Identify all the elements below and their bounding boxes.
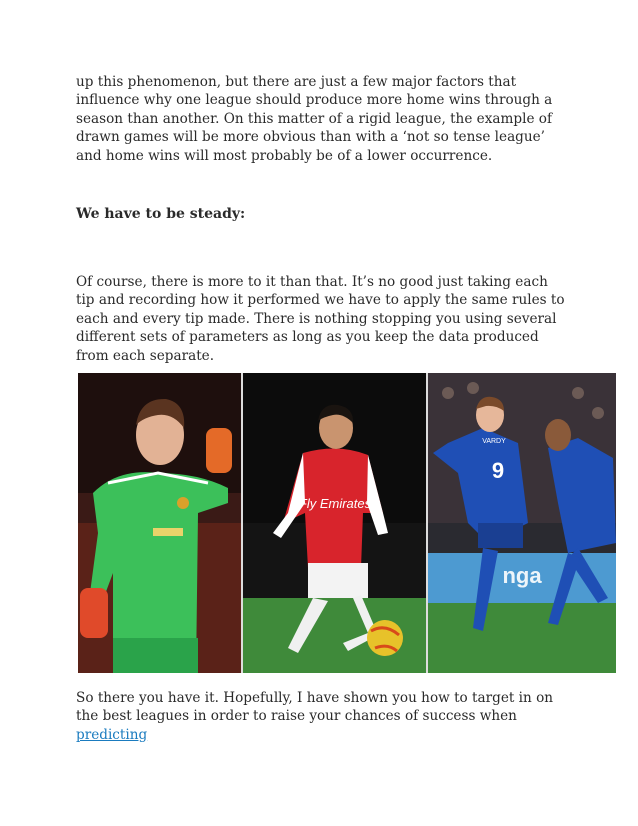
- goalkeeper-photo: [78, 373, 241, 673]
- arsenal-player-photo: [243, 373, 426, 673]
- section-heading: We have to be steady:: [76, 206, 246, 222]
- paragraph-conclusion: [76, 689, 566, 744]
- conclusion-text: So there you have it. Hopefully, I have shown you how to target in on the best leagues in order to raise your chances of success when: [76, 690, 554, 725]
- leicester-players-photo: [428, 373, 616, 673]
- predicting-link[interactable]: predicting: [76, 726, 148, 743]
- shirt-number: 9: [491, 458, 505, 483]
- paragraph-intro: up this phenomenon, but there are just a few major factors that influence why one league should produce more home wins through a season than another. On this matter of a rigid league, the example of drawn games will be more obvious than with a ‘not so tense league’ and home wins will most probably be of a lower occurrence.: [76, 74, 553, 164]
- football-photo-collage: [78, 373, 616, 673]
- svg-text:nga: nga: [502, 563, 542, 588]
- shirt-name: VARDY: [482, 438, 506, 445]
- paragraph-steady: Of course, there is more to it than that. It’s no good just taking each tip and recording how it performed we have to apply the same rules to each and every tip made. There is nothing stopping you using several different sets of parameters as long as you keep the data produced from each separate.: [76, 274, 565, 364]
- shirt-sponsor-text: Fly Emirates: [298, 496, 372, 511]
